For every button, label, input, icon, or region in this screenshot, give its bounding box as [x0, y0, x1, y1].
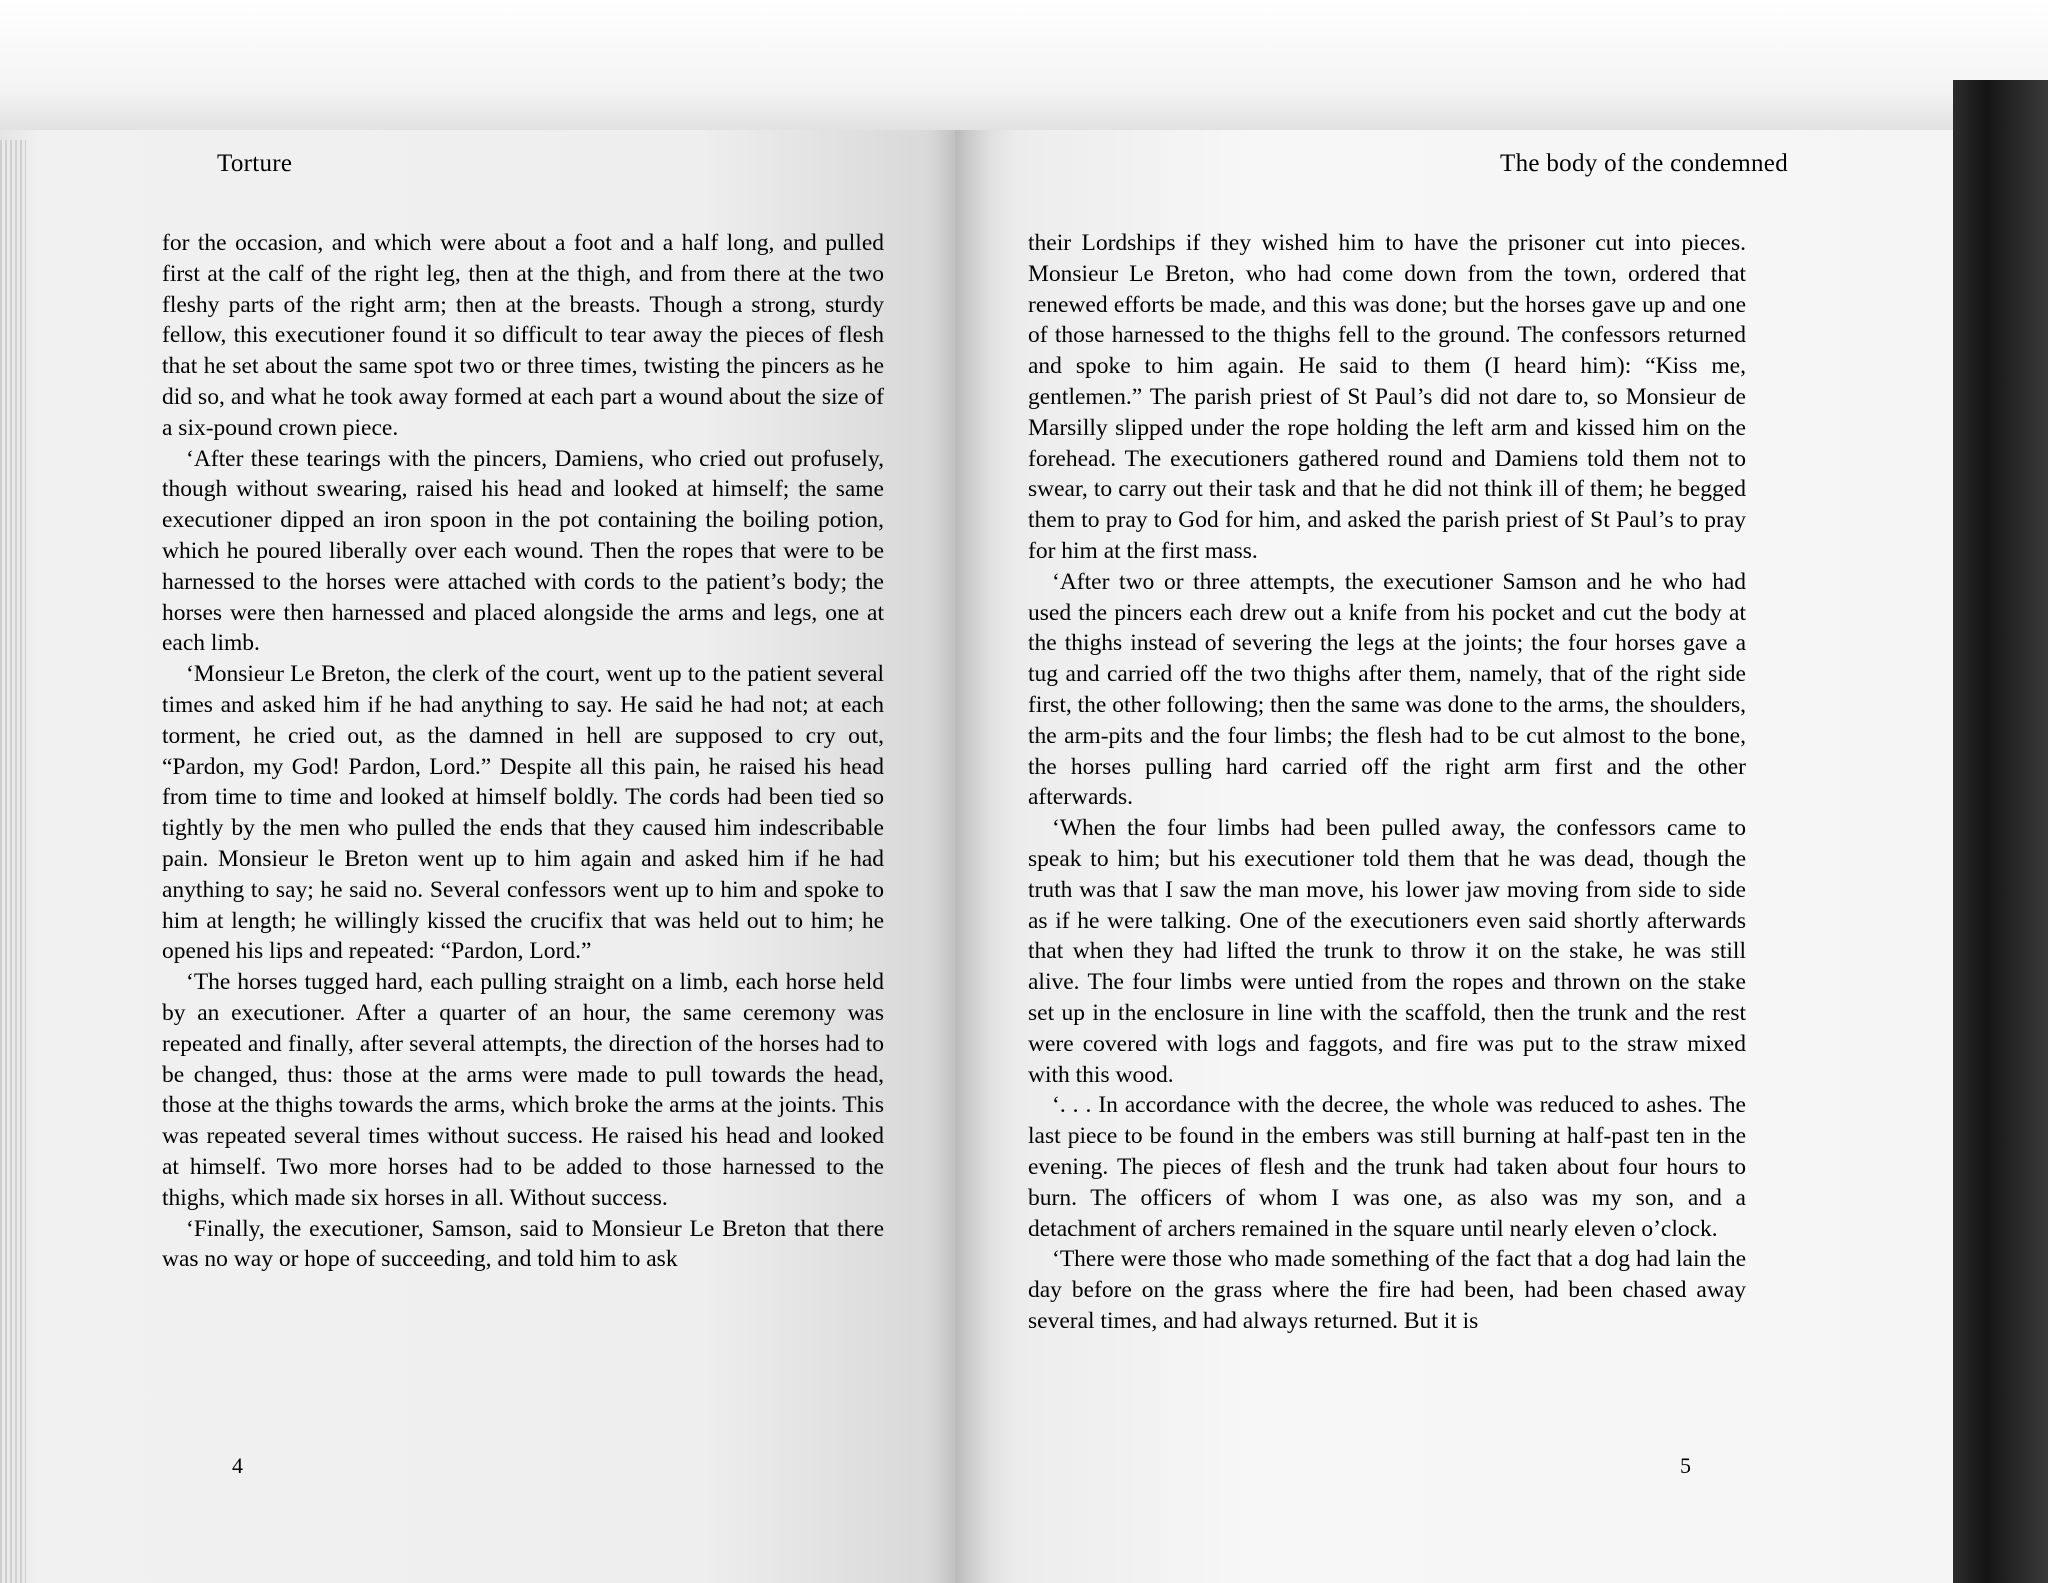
left-text-block [162, 228, 884, 1275]
paragraph: ‘After two or three attempts, the executioner Samson and he who had used the pincers each drew out a knife from his pocket and cut the body at the thighs instead of severing the legs at the joints; the four horses gave a tug and carried off the two thighs after them, namely, that of the right side first, the other following; then the same was done to the arms, the shoulders, the arm-pits and the four limbs; the flesh had to be cut almost to the bone, the horses pulling hard carried off the right arm first and the other afterwards. [1028, 568, 1746, 811]
paragraph: ‘After these tearings with the pincers, Damiens, who cried out profusely, though without swearing, raised his head and looked at himself; the same executioner dipped an iron spoon in the pot containing the boiling potion, which he poured liberally over each wound. Then the ropes that were to be harnessed to the horses were attached with cords to the patient’s body; the horses were then harnessed and placed alongside the arms and legs, one at each limb. [162, 445, 884, 657]
paragraph: for the occasion, and which were about a foot and a half long, and pulled first at the calf of the right leg, then at the thigh, and from there at the two fleshy parts of the right arm; then at the breasts. Though a strong, sturdy fellow, this executioner found it so difficult to tear away the pieces of flesh that he set about the same spot two or three times, twisting the pincers as he did so, and what he took away formed at each part a wound about the size of a six-pound crown piece. [162, 230, 884, 441]
scan-dark-edge [1953, 80, 2048, 1583]
paragraph: ‘Finally, the executioner, Samson, said to Monsieur Le Breton that there was no way or hope of succeeding, and told him to ask [162, 1215, 884, 1273]
paragraph: ‘When the four limbs had been pulled away, the confessors came to speak to him; but his executioner told them that he was dead, though the truth was that I saw the man move, his lower jaw moving from side to side as if he were talking. One of the executioners even said shortly afterwards that when they had lifted the trunk to throw it on the stake, he was still alive. The four limbs were untied from the ropes and thrown on the stake set up in the enclosure in line with the scaffold, then the trunk and the rest were covered with logs and faggots, and fire was put to the straw mixed with this wood. [1028, 815, 1746, 1088]
left-page-number: 4 [232, 1453, 243, 1478]
right-text-block [1028, 228, 1746, 1337]
book-gutter [930, 130, 990, 1583]
paragraph: their Lordships if they wished him to have the prisoner cut into pieces. Monsieur Le Breton, who had come down from the town, ordered that renewed efforts be made, and this was done; but the horses gave up and one of those harnessed to the thighs fell to the ground. The confessors returned and spoke to him again. He said to them (I heard him): “Kiss me, gentlemen.” The parish priest of St Paul’s did not dare to, so Monsieur de Marsilly slipped under the rope holding the left arm and kissed him on the forehead. The executioners gathered round and Damiens told them not to swear, to carry out their task and that he did not think ill of them; he begged them to pray to God for him, and asked the parish priest of St Paul’s to pray for him at the first mass. [1028, 230, 1746, 564]
paragraph: ‘The horses tugged hard, each pulling straight on a limb, each horse held by an executioner. After a quarter of an hour, the same ceremony was repeated and finally, after several attempts, the direction of the horses had to be changed, thus: those at the arms were made to pull towards the head, those at the thighs towards the arms, which broke the arms at the joints. This was repeated several times without success. He raised his head and looked at himself. Two more horses had to be added to those harnessed to the thighs, which made six horses in all. Without success. [162, 969, 884, 1211]
left-running-head: Torture [217, 150, 293, 177]
paragraph: ‘There were those who made something of the fact that a dog had lain the day before on the grass where the fire had been, had been chased away several times, and had always returned. But it is [1028, 1246, 1746, 1334]
right-page-number: 5 [1680, 1453, 1691, 1478]
page-stack-edge [0, 140, 26, 1583]
paragraph: ‘. . . In accordance with the decree, the whole was reduced to ashes. The last piece to be found in the embers was still burning at half-past ten in the evening. The pieces of flesh and the trunk had taken about four hours to burn. The officers of whom I was one, as also was my son, and a detachment of archers remained in the square until nearly eleven o’clock. [1028, 1092, 1746, 1242]
paragraph: ‘Monsieur Le Breton, the clerk of the court, went up to the patient several times and asked him if he had anything to say. He said he had not; at each torment, he cried out, as the damned in hell are supposed to cry out, “Pardon, my God! Pardon, Lord.” Despite all this pain, he raised his head from time to time and looked at himself boldly. The cords had been tied so tightly by the men who pulled the ends that they caused him indescribable pain. Monsieur le Breton went up to him again and asked him if he had anything to say; he said no. Several confessors went up to him and spoke to him at length; he willingly kissed the crucifix that was held out to him; he opened his lips and repeated: “Pardon, Lord.” [162, 661, 884, 965]
scan-background-top [0, 0, 2048, 150]
right-running-head: The body of the condemned [1500, 150, 1788, 177]
